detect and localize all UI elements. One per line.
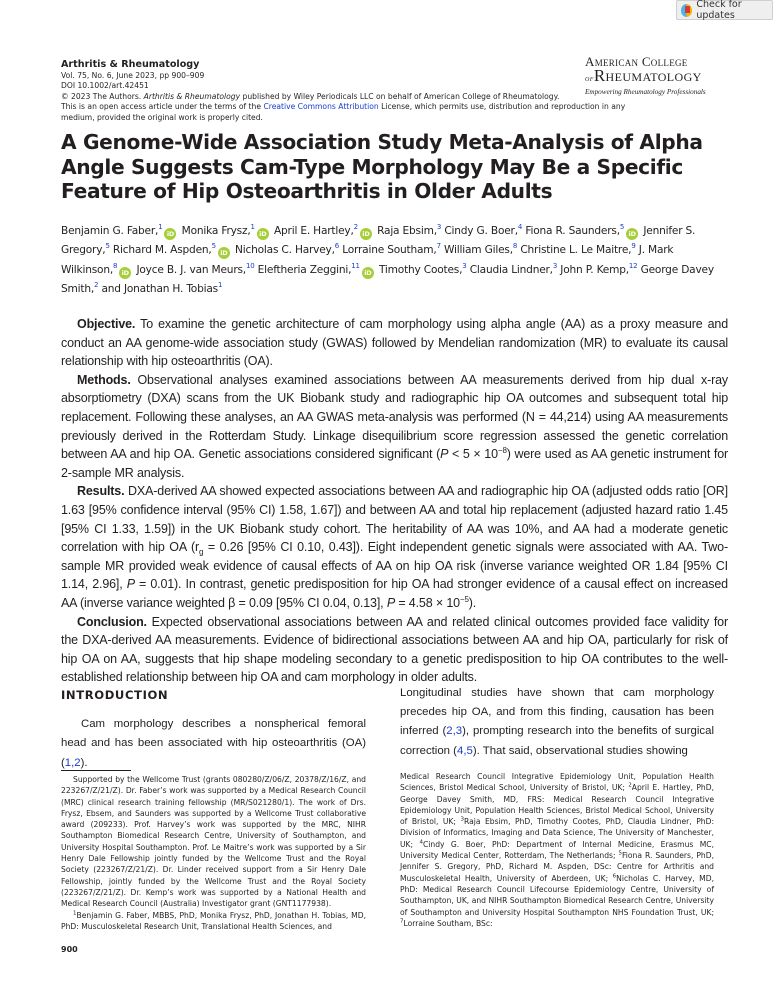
author-name: Nicholas C. Harvey,: [235, 244, 335, 257]
creative-commons-link[interactable]: Creative Commons Attribution: [263, 102, 379, 112]
affiliation-marker[interactable]: 2: [94, 281, 99, 290]
citation-link[interactable]: 1,2: [64, 756, 81, 769]
page-number: 900: [61, 945, 78, 954]
author-name: Joyce B. J. van Meurs,: [136, 263, 246, 276]
license-line-2: medium, provided the original work is properly cited.: [61, 112, 263, 122]
orcid-icon[interactable]: iD: [119, 267, 131, 279]
logo-line-2: ofRheumatology: [585, 66, 702, 85]
affiliation-marker[interactable]: 11: [351, 261, 360, 270]
affiliation-marker[interactable]: 5: [619, 223, 625, 231]
affiliation-marker[interactable]: 6: [334, 242, 340, 251]
author-name: Lorraine Southam,: [342, 244, 437, 257]
orcid-icon[interactable]: iD: [360, 228, 372, 240]
affiliation-marker[interactable]: 8: [512, 242, 518, 251]
author-name: Claudia Lindner,: [469, 263, 553, 276]
author-name: William Giles,: [444, 244, 513, 257]
introduction-left-column: [61, 686, 366, 773]
citation-link[interactable]: 4,5: [456, 744, 473, 757]
orcid-icon[interactable]: iD: [164, 228, 176, 240]
author-name: John P. Kemp,: [560, 263, 629, 276]
crossmark-icon: [681, 4, 692, 17]
abstract: [61, 315, 728, 687]
affiliation-marker[interactable]: 9: [631, 242, 636, 251]
journal-name: Arthritis & Rheumatology: [61, 59, 200, 70]
author-name: Raja Ebsim,: [377, 225, 437, 237]
abstract-methods: Methods. Observational analyses examined associations between AA measurements derived from hip dual x-ray absorptiometry (DXA) scans from the UK Biobank study and radiographic hip OA outcomes and subsequent total hip replacement. Following these analyses, an AA GWAS meta-analysis was performed (N = 44,214) using AA measurements previously derived in the Rotterdam Study. Linkage disequilibrium score regression assessed the genetic correlation between AA and hip OA. Genetic associations considered significant $(P < 5 \times 10^{-8})$ were used as AA genetic instrument for 2-sample MR analysis.: [61, 372, 729, 480]
logo-line-1: American College: [585, 54, 688, 69]
affiliations-continued: Medical Research Council Integrative Epidemiology Unit, Population Health Sciences, Bristol Medical School, University of Bristol, UK; $^2$April E. Hartley, PhD, George Davey Smith, MD, FRS: Medical Research Council Integrative Epidemiology Unit, Population Health Sciences, Bristol Medical School, University of Bristol, UK; $^3$Raja Ebsim, PhD, Timothy Cootes, PhD, Claudia Lindner, PhD: Division of Informatics, Imaging and Data Science, The University of Manchester, UK; $^4$Cindy G. Boer, PhD: Department of Internal Medicine, Erasmus MC, University Medical Center, Rotterdam, The Netherlands; $^5$Fiona R. Saunders, PhD, Jennifer S. Gregory, PhD, Richard M. Aspden, DSc: Centre for Arthritis and Musculoskeletal Health, University of Aberdeen, UK; $^6$Nicholas C. Harvey, MD, PhD: Medical Research Council Lifecourse Epidemiology Centre, University of Southampton, UK, and NIHR Southampton Biomedical Research Centre, University of Southampton and University Hospital Southampton NHS Foundation Trust, UK; $^7$Lorraine Southam, BSc:: [400, 772, 715, 928]
author-name: Cindy G. Boer,: [444, 225, 518, 237]
author-name: Fiona R. Saunders,: [525, 225, 620, 237]
funding-footnote: Supported by the Wellcome Trust (grants 080280/Z/06/Z, 20378/Z/16/Z, and 223267/Z/21/Z). Dr. Faber’s work was supported by a Medical Research Council (MRC) clinical research training fellowship (MR/S021280/1). The work of Drs. Frysz, Ebsem, and Saunders was supported by a Wellcome Trust collaborative award (209233). Prof. Harvey’s work was supported by the MRC, NIHR Southampton Biomedical Research Centre, University of Southampton, and University Hospital Southampton. Prof. Le Maitre’s work was supported by a Sir Henry Dale Fellowship jointly funded by the Wellcome Trust and the Royal Society (223267/Z/21/Z). Dr. Linder received support from a Sir Henry Dale Fellowship, jointly funded by the Wellcome Trust and the Royal Society (223267/Z/21/Z). Dr. Kemp’s work was supported by a National Health and Medical Research Council (Australia) Investigator grant (GNT1177938).: [61, 775, 366, 909]
orcid-icon[interactable]: iD: [218, 247, 230, 259]
check-for-updates-button[interactable]: [676, 0, 773, 20]
affiliation-marker[interactable]: 1: [250, 223, 255, 231]
author-name: George Davey Smith,: [61, 263, 714, 296]
affiliation-marker[interactable]: 2: [353, 223, 358, 231]
author-name: Richard M. Aspden,: [112, 244, 212, 257]
affiliation-marker[interactable]: 10: [245, 261, 255, 270]
affiliation-footnote: $^1$Benjamin G. Faber, MBBS, PhD, Monika Frysz, PhD, Jonathan H. Tobias, MD, PhD: Musculoskeletal Research Unit, Translational Health Sciences, and: [61, 910, 366, 931]
logo-tagline: Empowering Rheumatology Professionals: [585, 88, 706, 96]
affiliation-marker[interactable]: 3: [436, 223, 442, 231]
affiliation-marker[interactable]: 4: [517, 223, 523, 231]
citation-link[interactable]: 2,3: [446, 725, 463, 738]
license-line: This is an open access article under the terms of the Creative Commons Attribution License, which permits use, distribution and reproduction in any: [61, 102, 626, 112]
author-name: Eleftheria Zeggini,: [257, 263, 352, 276]
author-name: Monika Frysz,: [181, 225, 251, 237]
affiliation-marker[interactable]: 5: [211, 242, 216, 251]
article-title: A Genome-Wide Association Study Meta-Analysis of Alpha Angle Suggests Cam-Type Morphology May Be a Specific Feature of Hip Osteoarthritis in Older Adults: [61, 130, 703, 203]
affiliation-marker[interactable]: 3: [552, 261, 558, 270]
author-name: Benjamin G. Faber,: [61, 225, 159, 237]
author-name: April E. Hartley,: [273, 225, 354, 237]
journal-header: [61, 59, 626, 123]
author-name: and Jonathan H. Tobias: [101, 283, 218, 296]
orcid-icon[interactable]: iD: [362, 267, 374, 279]
footnotes-right: [400, 771, 714, 929]
copyright-line: © 2023 The Authors. Arthritis & Rheumatology published by Wiley Periodicals LLC on behalf of American College of Rheumatology.: [61, 91, 560, 101]
footnote-divider: [61, 770, 131, 771]
abstract-results: Results. DXA-derived AA showed expected associations between AA and radiographic hip OA (adjusted odds ratio [OR] 1.63 [95% confidence interval (95% CI) 1.58, 1.67]) and between AA and total hip replacement (adjusted hazard ratio 1.45 [95% CI 1.33, 1.59]) in the UK Biobank study cohort. The heritability of AA was 10%, and AA had a moderate genetic correlation with hip OA ($r_g = 0.26$ [95% CI 0.10, 0.43]). Eight independent genetic signals were associated with AA. Two-sample MR provided weak evidence of causal effects of AA on hip OA risk (inverse variance weighted OR 1.84 [95% CI 1.14, 2.96], P = 0.01). In contrast, genetic predisposition for hip OA had stronger evidence of a causal effect on increased AA (inverse variance weighted β = 0.09 [95% CI 0.04, 0.13], $P = 4.58 \times 10^{-5}$).: [61, 484, 728, 610]
author-name: Timothy Cootes,: [378, 263, 463, 276]
affiliation-marker[interactable]: 1: [217, 281, 223, 290]
author-list: [61, 222, 731, 300]
check-for-updates-label: Check for updates: [696, 0, 742, 21]
author-name: Christine L. Le Maitre,: [520, 244, 632, 257]
introduction-heading: INTRODUCTION: [61, 688, 169, 702]
footnotes-left: [61, 774, 366, 932]
orcid-icon[interactable]: iD: [257, 228, 269, 240]
abstract-objective: Objective. To examine the genetic architecture of cam morphology using alpha angle (AA) as a proxy measure and conduct an AA genome-wide association study (GWAS) followed by Mendelian randomization (MR) to evaluate its causal relationship with hip osteoarthritis (OA).: [61, 317, 728, 369]
acr-logo: [585, 55, 715, 97]
affiliation-marker[interactable]: 7: [436, 242, 441, 251]
doi-line: DOI 10.1002/art.42451: [61, 81, 149, 91]
introduction-right-column: [400, 684, 714, 761]
volume-line: Vol. 75, No. 6, June 2023, pp 900–909: [61, 71, 205, 80]
author-name: Jennifer S. Gregory,: [61, 225, 696, 257]
affiliation-marker[interactable]: 1: [158, 223, 163, 231]
affiliation-marker[interactable]: 3: [462, 261, 467, 270]
affiliation-marker[interactable]: 5: [105, 242, 110, 251]
abstract-conclusion: Conclusion. Expected observational associations between AA and related clinical outcomes provided face validity for the DXA-derived AA measurements. Evidence of bidirectional associations between AA and hip OA, particularly for risk of hip OA on AA, suggests that hip shape modeling secondary to a genetic predisposition to hip OA contributes to the well-established relationship between hip OA and cam morphology in older adults.: [61, 614, 728, 685]
orcid-icon[interactable]: iD: [626, 228, 638, 240]
intro-paragraph: Cam morphology describes a nonspherical femoral head and has been associated with hip osteoarthritis (OA) (1,2).: [61, 718, 366, 769]
author-name: J. Mark Wilkinson,: [61, 244, 674, 276]
affiliation-marker[interactable]: 8: [113, 261, 118, 270]
intro-paragraph-continued: Longitudinal studies have shown that cam morphology precedes hip OA, and from this finding, causation has been inferred (2,3), prompting research into the benefits of surgical correction (4,5). That said, observational studies showing: [400, 687, 714, 757]
affiliation-marker[interactable]: 12: [628, 261, 638, 270]
